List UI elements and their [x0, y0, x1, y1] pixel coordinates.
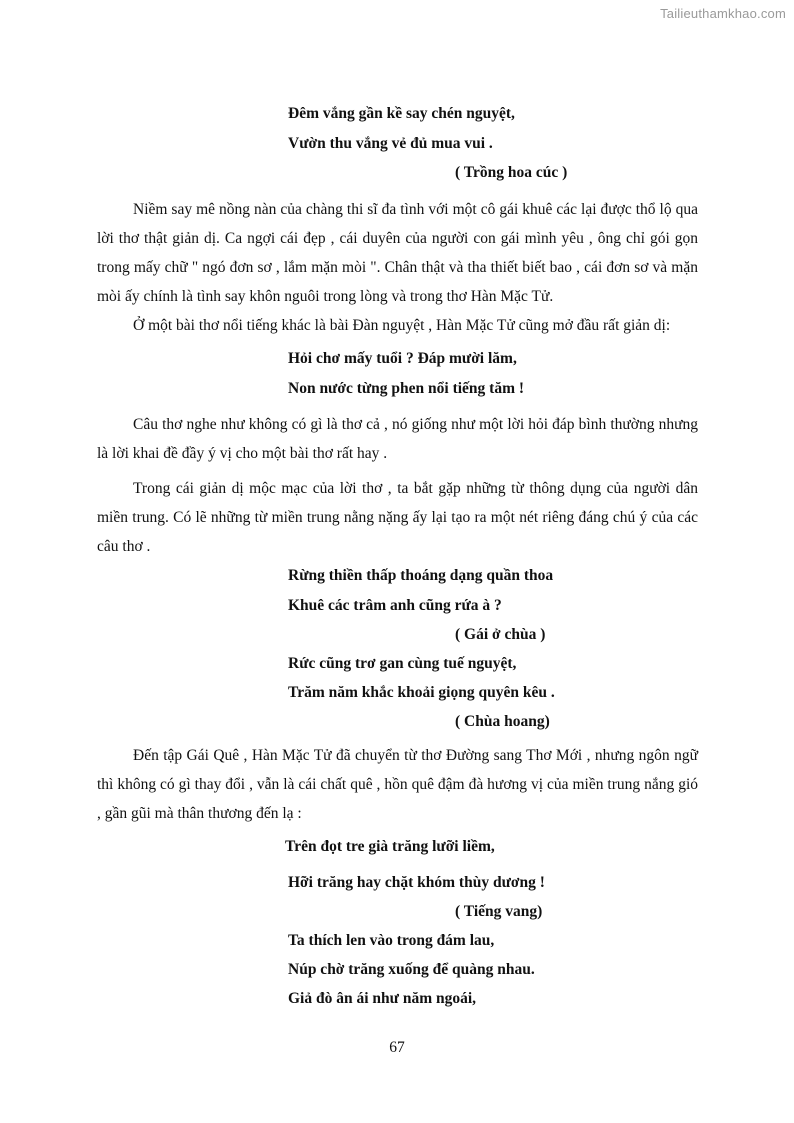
body-paragraph: Câu thơ nghe như không có gì là thơ cả , nó giống như một lời hỏi đáp bình thường nhưng là lời khai đề đầy ý vị cho một bài thơ rất hay .	[97, 416, 698, 462]
poem-line: Hỏi chơ mấy tuổi ? Đáp mười lăm,	[288, 350, 517, 367]
poem-line: Rức cũng trơ gan cùng tuế nguyệt,	[288, 655, 517, 672]
watermark: Tailieuthamkhao.com	[660, 6, 786, 21]
poem-line: Hỡi trăng hay chặt khóm thùy dương !	[288, 874, 545, 891]
poem-line: Trăm năm khắc khoải giọng quyên kêu .	[288, 684, 555, 701]
poem-line: Giả đò ân ái như năm ngoái,	[288, 990, 477, 1007]
poem-source: ( Gái ở chùa )	[455, 626, 546, 643]
poem-line: Rừng thiền thấp thoáng dạng quần thoa	[288, 567, 554, 584]
poem-line: Non nước từng phen nổi tiếng tăm !	[288, 380, 525, 397]
poem-line: Trên đọt tre già trăng lưỡi liềm,	[285, 838, 495, 855]
body-paragraph: Ở một bài thơ nổi tiếng khác là bài Đàn nguyệt , Hàn Mặc Tử cũng mở đầu rất giản dị:	[133, 317, 671, 334]
poem-line: Khuê các trâm anh cũng rứa à ?	[288, 597, 502, 614]
poem-line: Đêm vắng gần kề say chén nguyệt,	[288, 105, 515, 122]
body-paragraph: Niềm say mê nồng nàn của chàng thi sĩ đa tình với một cô gái khuê các lại được thổ lộ qua lời thơ thật giản dị. Ca ngợi cái đẹp , cái duyên của người con gái mình yêu , ông chỉ gói gọn trong mấy chữ " ngó đơn sơ , lắm mặn mòi ". Chân thật và tha thiết biết bao , cái đơn sơ và mặn mòi ấy chính là tình say khôn nguôi trong lòng và trong thơ Hàn Mặc Tử.	[97, 201, 698, 305]
poem-line: Ta thích len vào trong đám lau,	[288, 932, 495, 949]
poem-source: ( Chùa hoang)	[455, 713, 550, 730]
poem-line: Vườn thu vắng vẻ đủ mua vui .	[288, 135, 493, 152]
poem-source: ( Tiếng vang)	[455, 903, 543, 920]
page-number: 67	[389, 1039, 405, 1056]
body-paragraph: Đến tập Gái Quê , Hàn Mặc Tử đã chuyển từ thơ Đường sang Thơ Mới , nhưng ngôn ngữ thì không có gì thay đổi , vẫn là cái chất quê , hồn quê đậm đà hương vị của miền trung nắng gió , gần gũi mà thân thương đến lạ :	[97, 747, 698, 822]
body-paragraph: Trong cái giản dị mộc mạc của lời thơ , ta bắt gặp những từ thông dụng của người dân miền trung. Có lẽ những từ miền trung nằng nặng ấy lại tạo ra một nét riêng đáng chú ý của các câu thơ .	[97, 480, 698, 555]
poem-line: Núp chờ trăng xuống để quàng nhau.	[288, 961, 535, 978]
poem-source: ( Trồng hoa cúc )	[455, 164, 568, 181]
